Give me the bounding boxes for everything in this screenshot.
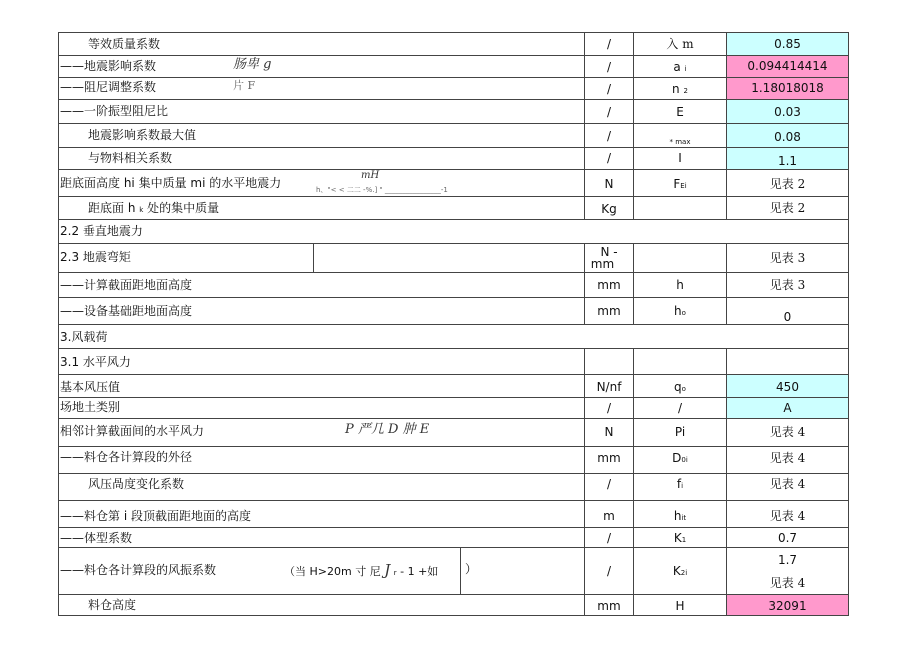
symbol-text: K	[672, 564, 681, 578]
grid-line	[58, 418, 849, 419]
row-value: 见表 4	[769, 509, 806, 523]
row-unit: mm	[597, 278, 621, 292]
row-unit: mm	[597, 599, 621, 613]
row-unit: mm	[597, 451, 621, 465]
formula-top: mH	[361, 170, 380, 181]
row-value: 见表 2	[769, 201, 806, 215]
symbol-subscript: it	[681, 514, 687, 522]
grid-line	[58, 297, 849, 298]
row-label: ——地震影响系数	[60, 59, 157, 73]
symbol-text: a	[673, 60, 681, 74]
symbol-subscript: o	[681, 309, 686, 317]
grid-line	[58, 32, 59, 616]
row-value: 32091	[768, 599, 807, 613]
row-symbol: /	[677, 401, 683, 415]
row-label: 地震影响系数最大值	[88, 128, 197, 142]
row-value: 见表 2	[769, 177, 806, 191]
row-note: 片 F	[233, 79, 256, 92]
row-unit: N -	[600, 245, 618, 259]
row-value: 0	[783, 310, 792, 324]
formula-bottom: h、"< < 二二 -%.] " ________________-1	[316, 186, 448, 194]
grid-line	[58, 77, 849, 78]
row-note: P 严几 D 肿 E	[345, 422, 430, 437]
row-symbol: h	[676, 278, 684, 292]
row-symbol: Pi	[674, 425, 686, 439]
grid-line	[58, 547, 849, 548]
section-heading: 2.2 垂直地震力	[60, 224, 143, 238]
row-unit: mm	[597, 304, 621, 318]
row-value: 见表 4	[769, 425, 806, 439]
row-unit: /	[606, 477, 612, 491]
row-value: 1.18018018	[751, 81, 824, 95]
row-value: 0.85	[774, 37, 801, 51]
row-label: ——料仓第 i 段顶截面距地面的高度	[60, 509, 251, 523]
symbol-text: F	[673, 177, 681, 191]
grid-line	[58, 473, 849, 474]
row-value: 1.7	[777, 553, 798, 567]
row-label: ——料仓各计算段的风振系数	[60, 563, 217, 577]
note-prefix: （当 H>20m 寸 尼	[284, 565, 381, 578]
grid-line	[58, 527, 849, 528]
row-label: 风压咼度变化系数	[88, 477, 185, 491]
row-unit: N	[604, 425, 614, 439]
row-value: 见表 4	[769, 451, 806, 465]
grid-line	[58, 594, 849, 595]
row-unit-second-line: mm	[590, 257, 615, 271]
symbol-subscript: Ei	[680, 182, 687, 190]
section-heading: 3.风载荷	[60, 330, 108, 344]
note-suffix: - 1 +如	[400, 565, 439, 578]
symbol-subscript: 1	[681, 536, 687, 544]
grid-line	[58, 196, 849, 197]
row-value: 0.094414414	[747, 59, 828, 73]
grid-line	[58, 169, 849, 170]
symbol-subscript: 2i	[680, 569, 688, 577]
row-unit: /	[606, 60, 612, 74]
grid-line	[58, 123, 849, 124]
row-value: A	[783, 401, 792, 415]
row-symbol	[634, 509, 726, 525]
row-label: 基本风压值	[60, 380, 121, 394]
row-value: 1.1	[777, 154, 798, 168]
row-symbol: H	[675, 599, 685, 613]
data-sheet	[58, 32, 849, 616]
note-subscript: r	[393, 569, 397, 577]
note-close-paren: ）	[465, 562, 478, 576]
row-unit: /	[606, 151, 612, 165]
row-label	[88, 201, 219, 217]
symbol-subscript: 0i	[681, 456, 688, 464]
symbol-subscript: 2	[683, 87, 688, 95]
row-symbol	[634, 82, 726, 98]
row-label: ——设备基础距地面高度	[60, 304, 193, 318]
row-symbol	[634, 564, 726, 580]
grid-line	[58, 397, 849, 398]
symbol-text: q	[674, 380, 682, 394]
row-unit: N/nf	[596, 380, 622, 394]
row-symbol: 入 m	[666, 37, 694, 51]
row-note: 肠卑 g	[233, 57, 272, 72]
grid-line	[58, 32, 849, 33]
grid-line	[58, 615, 849, 616]
symbol-text: h	[673, 509, 682, 523]
row-label: 场地土类别	[60, 400, 121, 414]
grid-line	[58, 219, 849, 220]
symbol-subscript: i	[681, 482, 684, 490]
grid-line	[58, 243, 849, 244]
row-value: 见表 4	[769, 477, 806, 491]
row-unit: /	[606, 531, 612, 545]
row-symbol	[634, 451, 726, 467]
symbol-text: h	[674, 304, 682, 318]
row-symbol: * max	[669, 138, 691, 146]
label-text: 距底面 h	[88, 201, 136, 215]
row-value: 见表 3	[769, 278, 806, 292]
row-unit: Kg	[601, 202, 617, 216]
row-label: ——体型系数	[60, 531, 133, 545]
row-symbol	[634, 177, 726, 193]
grid-line	[58, 272, 849, 273]
row-label: 与物料相关系数	[88, 151, 173, 165]
row-symbol	[634, 380, 726, 396]
grid-line	[313, 243, 314, 272]
row-value: 0.08	[774, 130, 801, 144]
row-note	[284, 563, 438, 580]
row-label: 料仓高度	[88, 598, 137, 612]
row-unit: /	[606, 564, 612, 578]
row-unit: N	[604, 177, 614, 191]
grid-line	[460, 547, 461, 594]
row-value-second-line: 见表 4	[769, 576, 806, 590]
grid-line	[58, 99, 849, 100]
row-unit: m	[603, 509, 615, 523]
row-value: 0.03	[774, 105, 801, 119]
row-value: 0.7	[777, 531, 798, 545]
row-label: ——料仓各计算段的外径	[60, 450, 193, 464]
grid-line	[58, 55, 849, 56]
grid-line	[58, 324, 849, 325]
row-value: 450	[776, 380, 799, 394]
symbol-text: f	[676, 477, 682, 491]
grid-line	[58, 147, 849, 148]
row-label: ——阻尼调整系数	[60, 80, 157, 94]
row-symbol	[634, 304, 726, 320]
symbol-text: K	[673, 531, 682, 545]
row-label: 等效质量系数	[88, 37, 161, 51]
grid-line	[58, 446, 849, 447]
grid-line	[58, 348, 849, 349]
symbol-text: D	[672, 451, 682, 465]
row-symbol	[634, 60, 726, 76]
grid-line	[58, 374, 849, 375]
symbol-text: n	[672, 82, 680, 96]
row-unit: /	[606, 105, 612, 119]
symbol-subscript: i	[684, 65, 687, 73]
row-label: ——一阶振型阻尼比	[60, 104, 169, 118]
row-symbol	[634, 531, 726, 547]
section-heading: 2.3 地震弯矩	[60, 250, 131, 264]
label-tail: 处的集中质量	[147, 201, 220, 215]
row-unit: /	[606, 401, 612, 415]
symbol-subscript: o	[681, 385, 686, 393]
note-symbol: J	[384, 561, 391, 579]
row-symbol: I	[678, 151, 682, 165]
row-value: 见表 3	[769, 251, 806, 265]
row-unit: /	[606, 129, 612, 143]
row-symbol: E	[676, 105, 684, 119]
row-label: 相邻计算截面间的水平风力	[60, 424, 205, 438]
row-unit: /	[606, 82, 612, 96]
row-unit: /	[606, 37, 612, 51]
row-label: 距底面高度 hi 集中质量 mi 的水平地震力	[60, 176, 282, 190]
grid-line	[848, 32, 849, 616]
row-symbol	[634, 477, 726, 493]
label-subscript: k	[139, 206, 144, 214]
section-heading: 3.1 水平风力	[60, 355, 131, 369]
grid-line	[58, 500, 849, 501]
row-label: ——计算截面距地面高度	[60, 278, 193, 292]
